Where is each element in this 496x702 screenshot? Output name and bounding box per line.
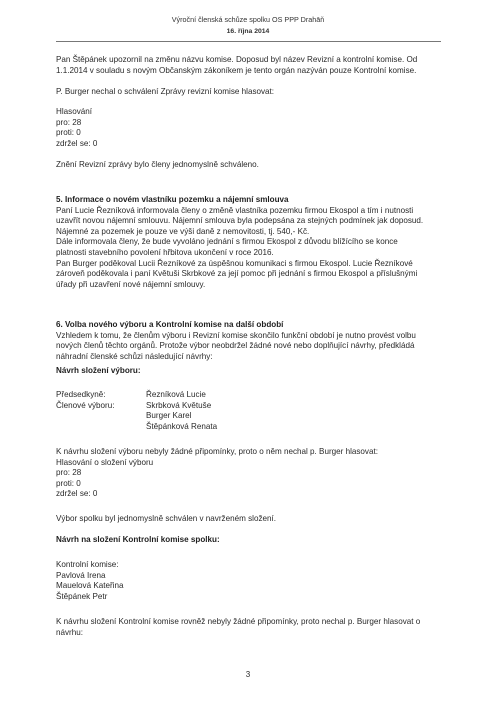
committee-list [56,390,441,432]
section-5-line: Paní Lucie Řezníková informovala členy o změně vlastníka pozemku firmou Ekospol a tím i nutnosti [56,205,414,215]
section-5-line: zároveň poděkovala i paní Květuši Skrbkové za její pomoc při jednání s firmou Ekospol a příslušnými [56,269,418,279]
control-member: Mauelová Kateřina [56,581,124,591]
control-member: Pavlová Irena [56,570,106,580]
member-name: Burger Karel [146,411,192,421]
committee-result-text: Výbor spolku byl jednomyslně schválen v navrženém složení. [56,514,276,523]
document-title: Výroční členská schůze spolku OS PPP Drahāň [171,15,325,24]
vote-label: Hlasování [56,107,92,116]
section-6-line: Vzhledem k tomu, že členům výboru i Revizní komise skončilo funkční období je nutno provést volbu [56,330,416,340]
no-comments-text: K návrhu složení výboru nebyly žádné připomínky, proto o něm nechal p. Burger hlasovat: [56,447,378,456]
members-row [56,422,441,433]
section-6-line: náhradní členské schůzi následující návrhy: [56,351,213,361]
intro-line: 1.1.2014 v souladu s novým Občanským zákoníkem je tento orgán nazýván pouze Kontrolní komise. [56,65,417,75]
control-heading: Návrh na složení Kontrolní komise spolku: [56,535,220,544]
vote-pro: pro: 28 [56,468,82,478]
intro-paragraph [56,55,441,76]
section-6-heading: 6. Volba nového výboru a Kontrolní komise na další období [56,320,284,329]
intro-line: Pan Štěpánek upozornil na změnu názvu komise. Doposud byl název Revizní a kontrolní komise. Od [56,55,418,64]
committee-result [56,514,441,525]
vote-proti: proti: 0 [56,478,81,488]
vote-proti: proti: 0 [56,128,81,138]
section-5-line: Dále informovala členy, že bude vyvoláno jednání s firmou Ekospol z důvodu blížícího se konce [56,237,398,247]
vote-result-text: Znění Revizní zprávy bylo členy jednomyslně schváleno. [56,160,259,169]
control-comment-line: K návrhu složení Kontrolní komise rovněž nebyly žádné připomínky, proto nechal p. Burger hlasovat o [56,617,421,626]
vote-zdrzel: zdržel se: 0 [56,489,98,499]
committee-vote [56,447,441,500]
vote-pro: pro: 28 [56,117,82,127]
vote-result-1 [56,160,441,171]
section-5-line: Nájemné za pozemek je pouze ve výši daně z nemovitosti, tj. 540,- Kč. [56,226,310,236]
section-6-line: nových členů těchto orgánů. Protože výbor neobdržel žádné nové nebo doplňující návrhy, předkládá [56,341,415,351]
vote-call-text: P. Burger nechal o schválení Zprávy revizní komise hlasovat: [56,87,275,96]
control-list [56,560,441,602]
control-proposal [56,535,441,546]
section-5-line: úřady při uzavření nové nájemní smlouvy. [56,279,206,289]
member-name: Skrbková Květuše [146,400,212,410]
committee-proposal [56,366,441,377]
control-comment-line: návrhu: [56,627,83,637]
section-5 [56,195,441,290]
section-5-heading: 5. Informace o novém vlastníku pozemku a nájemní smlouva [56,195,289,204]
vote-zdrzel: zdržel se: 0 [56,138,98,148]
member-name: Štěpánková Renata [146,421,218,431]
chair-label: Předsedkyně: [56,390,106,399]
control-comment [56,617,441,638]
section-6 [56,320,441,362]
vote-label: Hlasování o složení výboru [56,457,154,467]
members-row [56,401,441,412]
control-member: Štěpánek Petr [56,591,108,601]
control-label: Kontrolní komise: [56,560,119,569]
section-5-line: uzavřít novou nájemní smlouvu. Nájemní smlouva byla podepsána za stejných podmínek jak doposud. [56,216,424,226]
page-number: 3 [245,670,251,679]
document-date: 16. října 2014 [226,28,270,35]
members-row [56,411,441,422]
vote-results-1 [56,107,441,149]
members-label: Členové výboru: [56,400,115,410]
vote-call [56,87,441,98]
committee-heading: Návrh složení výboru: [56,366,141,375]
section-5-line: platnosti stavebního povolení hřbitova ukončení v roce 2016. [56,247,274,257]
header-divider [56,41,441,42]
chair-name: Řezníková Lucie [146,390,206,399]
chair-row [56,390,441,401]
section-5-line: Pan Burger poděkoval Lucii Řezníkové za úspěšnou komunikaci s firmou Ekospol. Lucie Řezníkové [56,258,413,268]
